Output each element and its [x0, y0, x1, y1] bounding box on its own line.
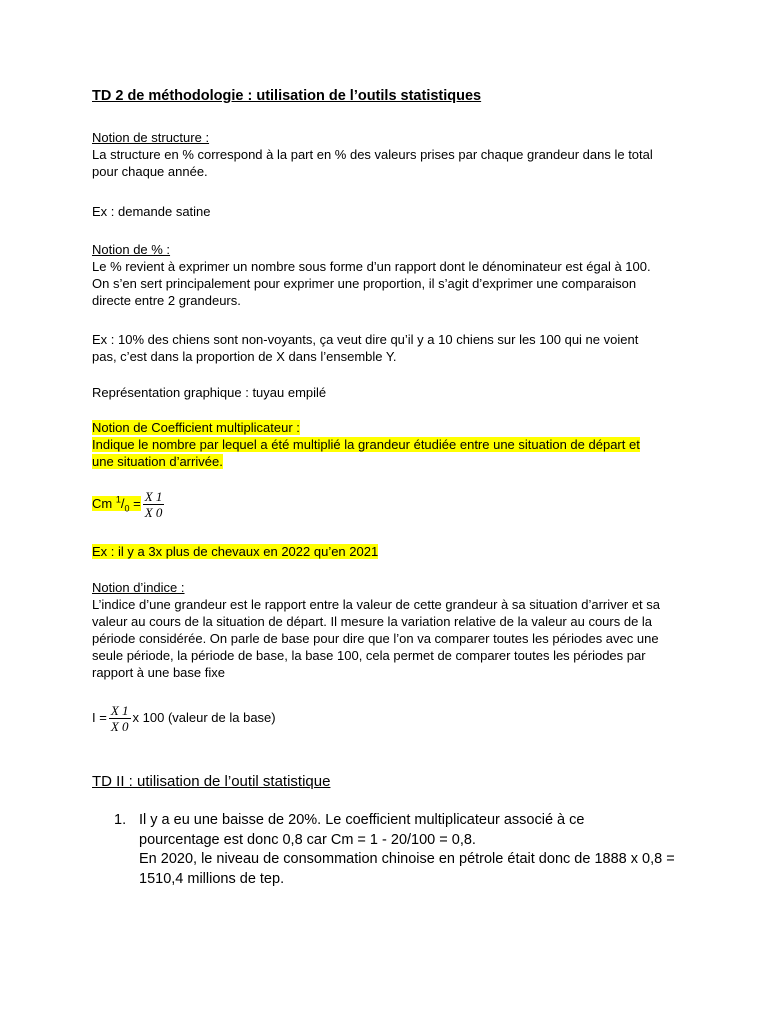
structure-section [92, 129, 682, 180]
coef-example-row [92, 543, 682, 560]
coef-fraction: $\frac{X 1}{X 0}$ [144, 489, 163, 520]
percent-section [92, 241, 682, 309]
coef-text: Indique le nombre par lequel a été multiplié la grandeur étudiée entre une situation de départ et une situation d’arrivée. [92, 437, 640, 469]
list-item-line2: En 2020, le niveau de consommation chinoise en pétrole était donc de 1888 x 0,8 = 1510,4 millions de tep. [139, 851, 675, 887]
coef-formula-label: Cm $^1/_0$ = [92, 494, 141, 514]
structure-example: Ex : demande satine [92, 204, 211, 219]
list-item [114, 811, 682, 889]
indice-heading: Notion d’indice : [92, 580, 185, 595]
percent-heading: Notion de % : [92, 242, 171, 257]
indice-text: L’indice d’une grandeur est le rapport entre la valeur de cette grandeur à sa situation d’arriver et sa valeur au cours de la situation de départ. Il mesure la variation relative de la valeur au cours de la période considérée. On parle de base pour dire que l’on va comparer toutes les périodes avec une seule période, la période de base, la base 100, cela permet de comparer toutes les périodes par rapport à une base fixe [92, 597, 661, 680]
structure-heading: Notion de structure : [92, 130, 210, 145]
indice-formula-suffix: x 100 (valeur de la base) [132, 709, 276, 725]
structure-text: La structure en % correspond à la part en % des valeurs prises par chaque grandeur dans le total pour chaque année. [92, 147, 653, 179]
coef-example: Ex : il y a 3x plus de chevaux en 2022 qu’en 2021 [92, 544, 379, 559]
list-item-line1: Il y a eu une baisse de 20%. Le coefficient multiplicateur associé à ce pourcentage est donc 0,8 car Cm = 1 - 20/100 = 0,8. [139, 812, 585, 848]
percent-text: Le % revient à exprimer un nombre sous forme d’un rapport dont le dénominateur est égal à 100. On s’en sert principalement pour exprimer une proportion, il s’agit d’exprimer une comparaison directe entre 2 grandeurs. [92, 259, 651, 308]
indice-formula [92, 703, 682, 734]
td2-list [114, 811, 682, 889]
list-item-number: 1. [114, 812, 127, 828]
document-title: TD 2 de méthodologie : utilisation de l’outils statistiques [92, 88, 482, 104]
coef-heading: Notion de Coefficient multiplicateur : [92, 420, 300, 435]
coef-section [92, 419, 682, 470]
indice-section [92, 579, 682, 681]
td2-heading: TD II : utilisation de l’outil statistique [92, 773, 331, 790]
percent-graph: Représentation graphique : tuyau empilé [92, 385, 327, 400]
percent-example: Ex : 10% des chiens sont non-voyants, ça veut dire qu’il y a 10 chiens sur les 100 qui ne voient pas, c’est dans la proportion de X dans l’ensemble Y. [92, 332, 639, 364]
coef-formula [92, 489, 682, 520]
indice-formula-prefix: I = [92, 709, 107, 725]
indice-fraction: $\frac{X 1}{X 0}$ [110, 703, 129, 734]
